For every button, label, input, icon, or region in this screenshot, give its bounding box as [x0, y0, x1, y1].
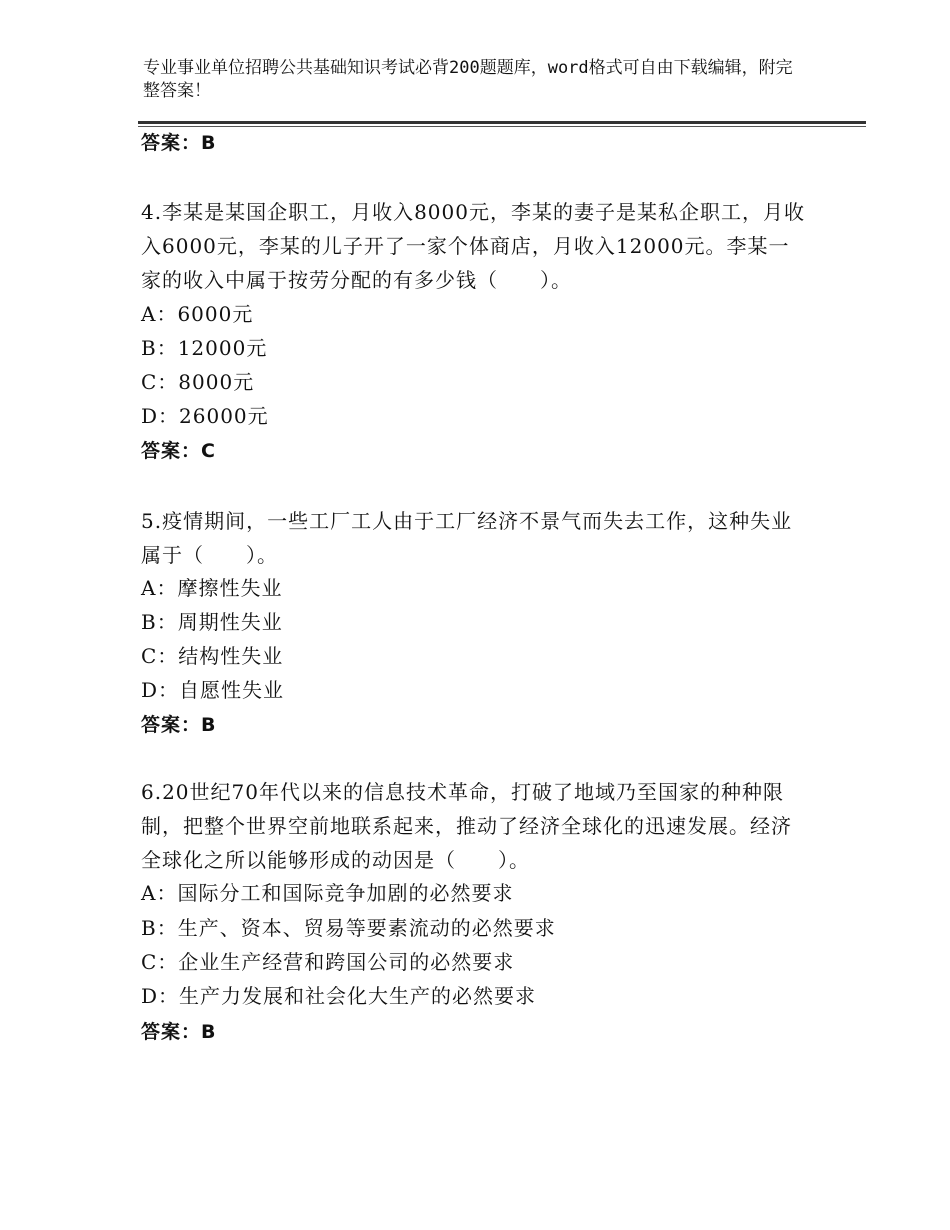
- question-4-option-d: D：26000元: [141, 404, 269, 428]
- question-5-answer: 答案：B: [141, 714, 217, 736]
- header-divider-thick: [138, 121, 866, 124]
- question-4-option-c: C：8000元: [141, 370, 255, 394]
- question-5-option-c: C：结构性失业: [141, 644, 284, 668]
- question-6-option-d: D：生产力发展和社会化大生产的必然要求: [141, 984, 537, 1008]
- answer-q3: 答案：B: [141, 132, 217, 154]
- question-4-option-a: A：6000元: [141, 302, 254, 326]
- question-4-answer: 答案：C: [141, 440, 216, 462]
- page-header: 专业事业单位招聘公共基础知识考试必背200题题库，word格式可自由下载编辑，附完整答案！: [143, 58, 793, 101]
- question-5-option-d: D：自愿性失业: [141, 678, 285, 702]
- question-4-stem: 4.李某是某国企职工，月收入8000元，李某的妻子是某私企职工，月收入6000元，李某的儿子开了一家个体商店，月收入12000元。李某一家的收入中属于按劳分配的有多少钱（ ）。: [141, 200, 805, 292]
- question-6-answer: 答案：B: [141, 1021, 217, 1043]
- question-6-option-c: C：企业生产经营和跨国公司的必然要求: [141, 950, 515, 974]
- question-6-option-b: B：生产、资本、贸易等要素流动的必然要求: [141, 916, 556, 940]
- question-6-option-a: A：国际分工和国际竞争加剧的必然要求: [141, 881, 514, 905]
- question-5-option-a: A：摩擦性失业: [141, 576, 283, 600]
- header-divider-thin: [138, 126, 866, 127]
- question-4-option-b: B：12000元: [141, 336, 268, 360]
- question-5-option-b: B：周期性失业: [141, 610, 283, 634]
- question-6-stem: 6.20世纪70年代以来的信息技术革命，打破了地域乃至国家的种种限制，把整个世界空前地联系起来，推动了经济全球化的迅速发展。经济全球化之所以能够形成的动因是（ ）。: [141, 780, 792, 872]
- question-5-stem: 5.疫情期间，一些工厂工人由于工厂经济不景气而失去工作，这种失业属于（ ）。: [141, 509, 793, 567]
